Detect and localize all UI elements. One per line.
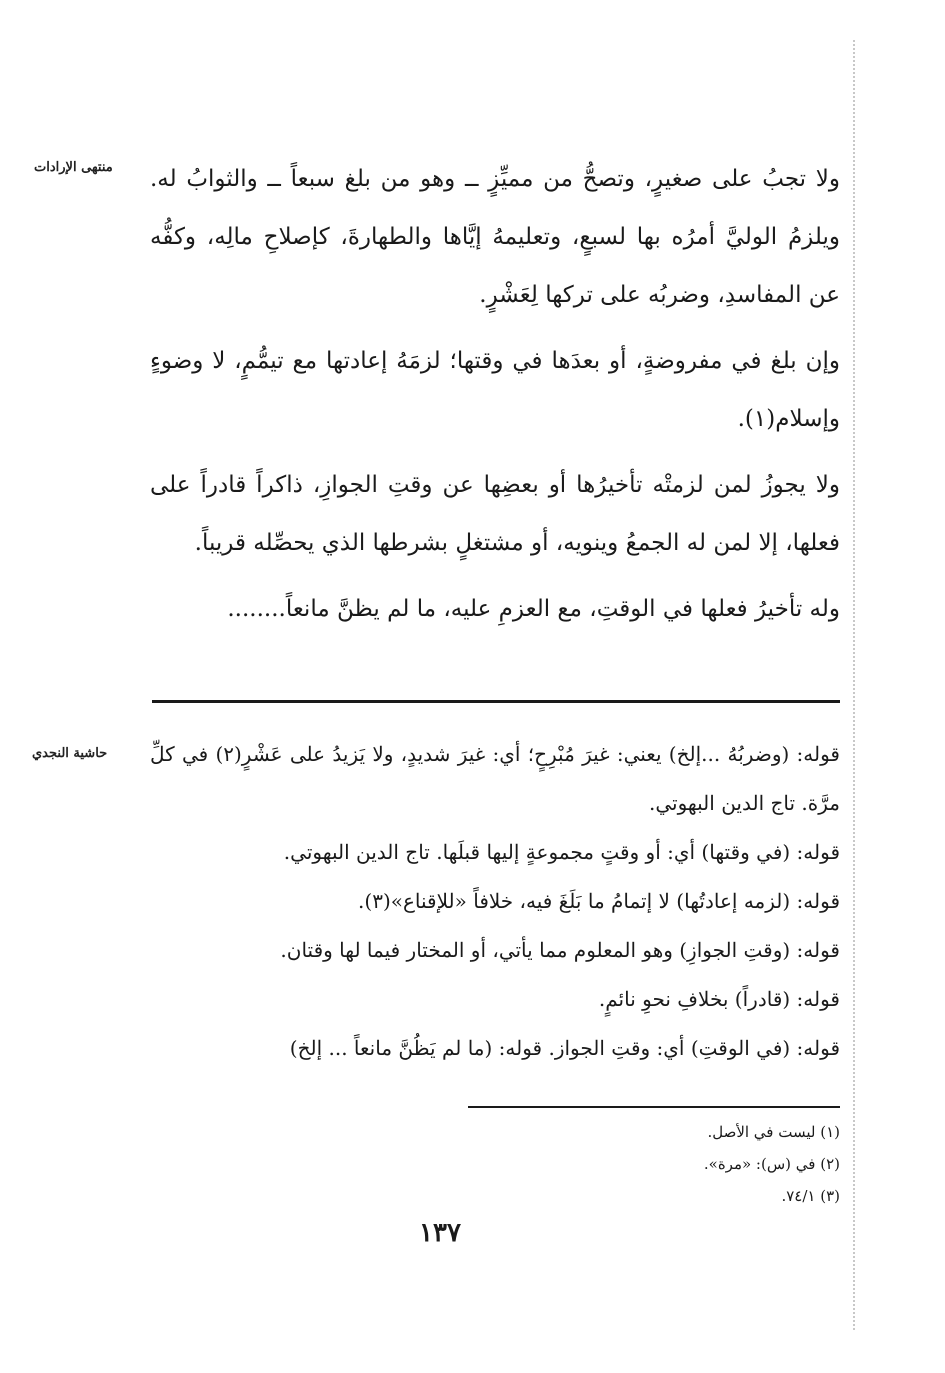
- commentary-line: قوله: (في وقتها) أي: أو وقتٍ مجموعةٍ إليها قبلَها. تاج الدين البهوتي.: [283, 840, 840, 864]
- side-label-matn: منتهى الإرادات: [34, 160, 113, 175]
- main-paragraph: ولا يجوزُ لمن لزمتْه تأخيرُها أو بعضِها عن وقتِ الجوازِ، ذاكراً قادراً على فعلها، إلا لمن له الجمعُ وينويه، أو مشتغلٍ بشرطها الذي يحصِّله قريباً.: [150, 472, 840, 556]
- page-number: ١٣٧: [419, 1218, 461, 1248]
- commentary-line: قوله: (وضربُهُ ...إلخ) يعني: غيرَ مُبْرِحٍ؛ أي: غيرَ شديدٍ، ولا يَزيدُ على عَشْرٍ(٢) في كلِّ مرَّة. تاج الدين البهوتي.: [150, 742, 840, 815]
- binding-edge-line: [853, 40, 855, 1330]
- main-paragraph: وله تأخيرُ فعلها في الوقتِ، مع العزمِ عليه، ما لم يظنَّ مانعاً........: [227, 596, 840, 622]
- footnote: (٣) ٧٤/١.: [781, 1187, 840, 1205]
- main-paragraph: وإن بلغ في مفروضةٍ، أو بعدَها في وقتها؛ لزمَهُ إعادتها مع تيمُّمٍ، لا وضوءٍ وإسلام(١).: [150, 348, 840, 432]
- commentary-line: قوله: (وقتِ الجوازِ) وهو المعلوم مما يأتي، أو المختار فيما لها وقتان.: [280, 938, 840, 962]
- side-label-hashiya: حاشية النجدي: [32, 746, 108, 761]
- section-separator: [152, 700, 840, 703]
- footnote-rule: [468, 1106, 840, 1108]
- commentary-line: قوله: (قادراً) بخلافِ نحوِ نائمٍ.: [598, 987, 840, 1011]
- footnote: (١) ليست في الأصل.: [707, 1123, 840, 1141]
- main-text: [150, 150, 840, 646]
- commentary-line: قوله: (في الوقتِ) أي: وقتِ الجواز. قوله: (ما لم يَظُنَّ مانعاً ... إلخ): [289, 1036, 840, 1060]
- footnotes: [500, 1116, 840, 1212]
- commentary-text: [150, 730, 840, 1073]
- main-paragraph: ولا تجبُ على صغيرٍ، وتصحُّ من مميِّزٍ ــ وهو من بلغ سبعاً ــ والثوابُ له. ويلزمُ الوليَّ أمرُه بها لسبعٍ، وتعليمهُ إيَّاها والطهارةَ، كإصلاحِ مالِه، وكفُّه عن المفاسدِ، وضربُه على تركها لِعَشْرٍ.: [150, 166, 840, 308]
- commentary-line: قوله: (لزمه إعادتُها) لا إتمامُ ما بَلَغَ فيه، خلافاً «للإقناع»(٣).: [358, 889, 840, 913]
- footnote: (٢) في (س): «مرة».: [703, 1155, 840, 1173]
